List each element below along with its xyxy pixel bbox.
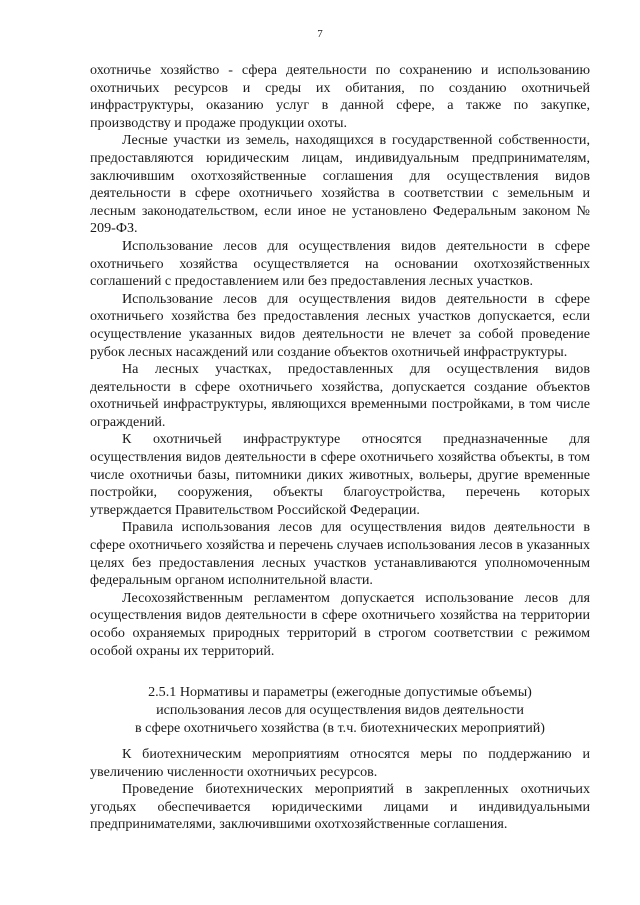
body-text-after-heading	[90, 746, 590, 834]
heading-line: в сфере охотничьего хозяйства (в т.ч. биотехнических мероприятий)	[134, 720, 545, 736]
heading-line: использования лесов для осуществления видов деятельности	[156, 702, 524, 718]
paragraph: охотничье хозяйство - сфера деятельности по сохранению и использованию охотничьих ресурсов и среды их обитания, по созданию охотничьей инфраструктуры, оказанию услуг в данной сфере, а также по закупке, производству и продаже продукции охоты.	[90, 62, 590, 131]
section-heading	[90, 683, 590, 737]
body-text	[90, 62, 590, 660]
paragraph: Правила использования лесов для осуществления видов деятельности в сфере охотничьего хозяйства и перечень случаев использования лесов в указанных целях без предоставления лесных участков устанавливаются уполномоченным федеральным органом исполнительной власти.	[90, 519, 590, 589]
page-number: 7	[317, 28, 323, 40]
paragraph: Использование лесов для осуществления видов деятельности в сфере охотничьего хозяйства осуществляется на основании охотхозяйственных соглашений с предоставлением или без предоставления лесных участков.	[90, 237, 590, 290]
paragraph: Проведение биотехнических мероприятий в закрепленных охотничьих угодьях обеспечивается юридическими лицами и индивидуальными предпринимателями, заключившими охотхозяйственные соглашения.	[90, 781, 590, 833]
paragraph: К биотехническим мероприятиям относятся меры по поддержанию и увеличению численности охотничьих ресурсов.	[90, 746, 590, 780]
paragraph: Лесные участки из земель, находящихся в государственной собственности, предоставляются юридическим лицам, индивидуальным предпринимателям, заключившим охотхозяйственные соглашения для осуществления видов деятельности в сфере охотничьего хозяйства в соответствии с земельным и лесным законодательством, если иное не установлено Федеральным законом № 209-ФЗ.	[90, 132, 590, 237]
heading-line: 2.5.1 Нормативы и параметры (ежегодные допустимые объемы)	[148, 684, 532, 700]
paragraph: Использование лесов для осуществления видов деятельности в сфере охотничьего хозяйства без предоставления лесных участков допускается, если осуществление указанных видов деятельности не влечет за собой проведение рубок лесных насаждений или создание объектов охотничьей инфраструктуры.	[90, 290, 590, 360]
paragraph: К охотничьей инфраструктуре относятся предназначенные для осуществления видов деятельности в сфере охотничьего хозяйства объекты, в том числе охотничьи базы, питомники диких животных, вольеры, другие временные постройки, сооружения, объекты благоустройства, перечень которых утверждается Правительством Российской Федерации.	[90, 431, 590, 518]
paragraph: Лесохозяйственным регламентом допускается использование лесов для осуществления видов деятельности в сфере охотничьего хозяйства на территории особо охраняемых природных территорий в строгом соответствии с режимом особой охраны их территорий.	[90, 589, 590, 659]
paragraph: На лесных участках, предоставленных для осуществления видов деятельности в сфере охотничьего хозяйства, допускается создание объектов охотничьей инфраструктуры, являющихся временными постройками, в том числе ограждений.	[90, 361, 590, 430]
